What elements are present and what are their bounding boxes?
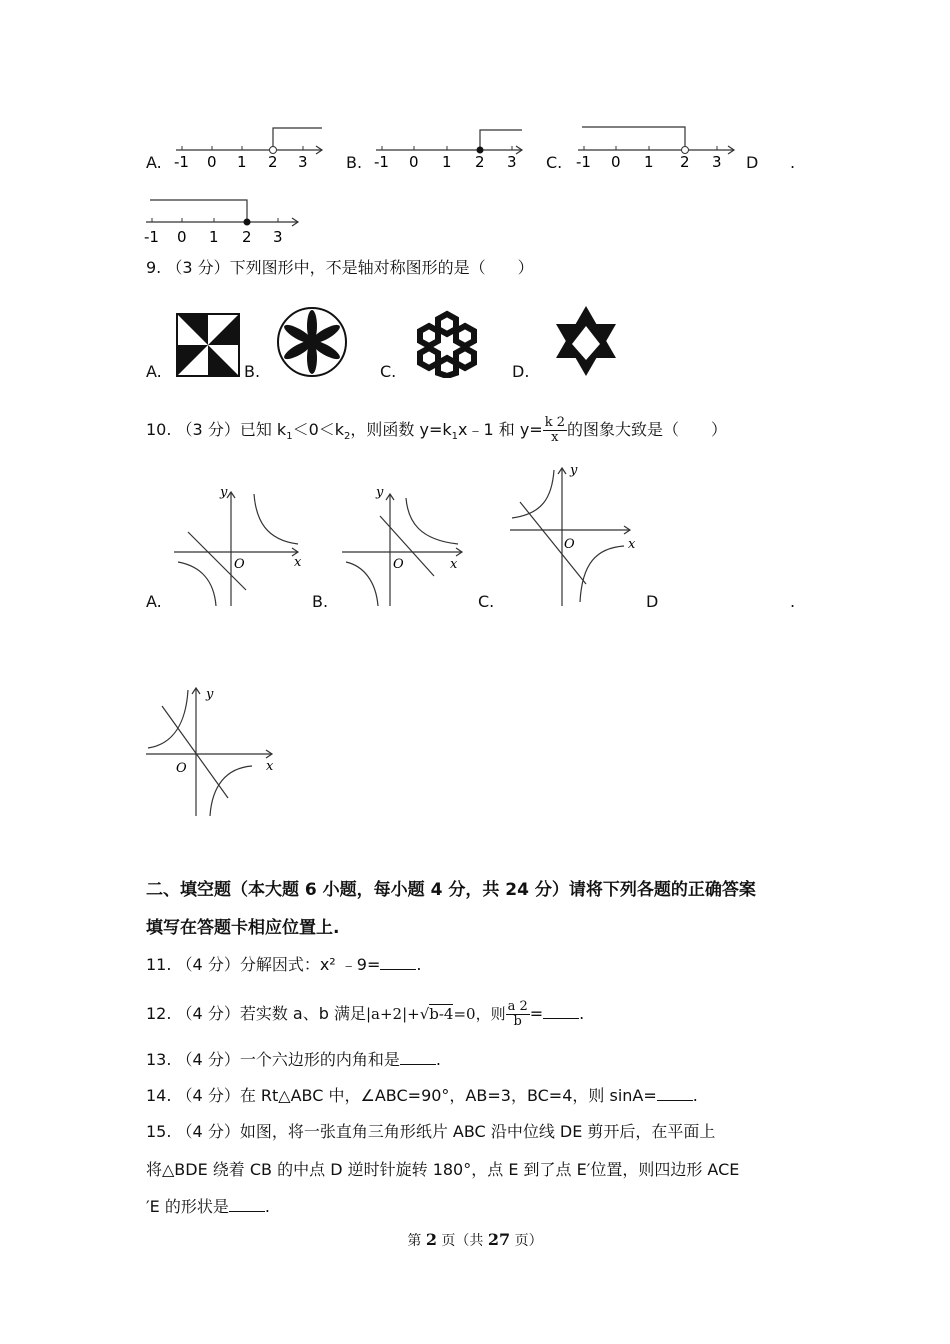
q10-option-d-graph — [142, 682, 286, 818]
q10-subscript: 2 — [344, 431, 351, 443]
q14-number: 14. — [146, 1086, 172, 1105]
svg-text:3: 3 — [298, 153, 308, 171]
q10-option-b-label: B. — [312, 592, 329, 611]
q9-option-b-label: B. — [244, 362, 261, 381]
q9-text: 下列图形中，不是轴对称图形的是（ ） — [229, 258, 534, 277]
q14-text: 在 Rt△ABC 中，∠ABC=90°，AB=3，BC=4，则 sinA= — [239, 1086, 657, 1105]
q13-score: （4 分） — [176, 1050, 240, 1069]
q13-stem — [146, 1050, 441, 1070]
footer-total-pages: 27 — [487, 1230, 511, 1249]
q9-option-d-label: D. — [512, 362, 530, 381]
svg-text:0: 0 — [409, 153, 419, 171]
svg-text:0: 0 — [177, 228, 187, 246]
q10-option-c-graph — [506, 462, 648, 608]
svg-text:y: y — [206, 687, 214, 702]
q10-text-part: 的图象大致是（ ） — [566, 420, 727, 439]
svg-text:3: 3 — [712, 153, 722, 171]
svg-text:1: 1 — [644, 153, 654, 171]
q10-text-part: x﹣1 和 y= — [458, 420, 543, 439]
q12-end: . — [579, 1004, 585, 1023]
q15-text: 如图，将一张直角三角形纸片 ABC 沿中位线 DE 剪开后，在平面上 — [239, 1122, 716, 1141]
q12-text: = — [529, 1004, 544, 1023]
q10-number: 10. — [146, 420, 172, 439]
svg-text:-1: -1 — [144, 228, 159, 246]
q12-sqrt-radicand: b-4 — [429, 1005, 454, 1023]
svg-text:O: O — [176, 761, 187, 776]
q12-stem — [146, 1000, 584, 1029]
q8-option-c-number-line — [574, 122, 744, 174]
q8-option-d-dot: . — [790, 153, 796, 172]
q15-line-1 — [146, 1122, 715, 1142]
q13-number: 13. — [146, 1050, 172, 1069]
page-footer — [0, 1230, 950, 1250]
q8-option-a-number-line — [172, 122, 332, 174]
q10-option-c-label: C. — [478, 592, 495, 611]
q15-line-3 — [146, 1197, 270, 1217]
q13-end: . — [435, 1050, 441, 1069]
svg-text:x: x — [628, 537, 636, 552]
q13-text: 一个六边形的内角和是 — [239, 1050, 400, 1069]
footer-page-number: 2 — [425, 1230, 437, 1249]
q8-option-b-number-line — [372, 122, 532, 174]
q9-option-d-star-of-david-figure — [552, 304, 620, 378]
q11-stem — [146, 955, 421, 975]
footer-text: 页） — [510, 1233, 543, 1249]
q10-fraction-denominator: x — [551, 430, 559, 445]
q10-text-part: ，则函数 y=k — [350, 420, 452, 439]
svg-text:2: 2 — [268, 153, 278, 171]
svg-text:1: 1 — [209, 228, 219, 246]
q10-option-d-label: D — [646, 592, 659, 611]
svg-text:O: O — [234, 557, 245, 572]
q12-fraction-numerator: a 2 — [507, 999, 528, 1014]
q9-option-c-label: C. — [380, 362, 397, 381]
svg-text:3: 3 — [507, 153, 517, 171]
q15-answer-blank[interactable] — [229, 1197, 265, 1212]
svg-text:0: 0 — [207, 153, 217, 171]
q10-option-a-graph — [170, 480, 310, 608]
svg-text:x: x — [450, 557, 458, 572]
q10-score: （3 分） — [176, 420, 240, 439]
q10-fraction-numerator: k 2 — [544, 415, 565, 430]
q8-option-b-label: B. — [346, 153, 363, 172]
q8-option-a-label: A. — [146, 153, 162, 172]
q12-sqrt-sign: √ — [419, 1005, 430, 1023]
svg-text:2: 2 — [680, 153, 690, 171]
q14-score: （4 分） — [176, 1086, 240, 1105]
footer-text: 页（共 — [436, 1233, 488, 1249]
q8-option-d-label: D — [746, 153, 759, 172]
svg-text:2: 2 — [242, 228, 252, 246]
q11-end: . — [416, 955, 422, 974]
q15-number: 15. — [146, 1122, 172, 1141]
svg-text:y: y — [376, 485, 384, 500]
q9-option-a-pinwheel-figure — [176, 313, 240, 377]
q11-number: 11. — [146, 955, 172, 974]
q10-fraction — [543, 416, 567, 445]
q12-fraction — [506, 1000, 530, 1029]
q12-expression: =0，则 — [453, 1005, 506, 1023]
q13-answer-blank[interactable] — [400, 1050, 436, 1065]
q9-score: （3 分） — [166, 258, 230, 277]
q12-expression: |a+2|+ — [365, 1005, 420, 1023]
q15-text: ′E 的形状是 — [146, 1197, 229, 1216]
q11-text: 分解因式：x² ﹣9= — [239, 955, 381, 974]
q15-line-2: 将△BDE 绕着 CB 的中点 D 逆时针旋转 180°，点 E 到了点 E′位置，则四边形 ACE — [146, 1160, 740, 1179]
svg-text:-1: -1 — [576, 153, 591, 171]
svg-text:-1: -1 — [174, 153, 189, 171]
q9-stem — [146, 258, 534, 278]
q9-option-c-hexagon-ring-figure — [410, 310, 484, 378]
svg-text:y: y — [220, 485, 228, 500]
q10-option-d-dot: . — [790, 592, 796, 611]
q10-subscript: 1 — [451, 431, 458, 443]
q12-answer-blank[interactable] — [543, 1004, 579, 1019]
q10-text-part: 已知 k — [239, 420, 287, 439]
svg-text:-1: -1 — [374, 153, 389, 171]
q9-number: 9. — [146, 258, 162, 277]
q14-end: . — [692, 1086, 698, 1105]
q14-answer-blank[interactable] — [657, 1086, 693, 1101]
svg-text:2: 2 — [475, 153, 485, 171]
q11-answer-blank[interactable] — [380, 955, 416, 970]
q12-text: 若实数 a、b 满足 — [239, 1004, 366, 1023]
svg-text:3: 3 — [273, 228, 283, 246]
q12-number: 12. — [146, 1004, 172, 1023]
svg-text:1: 1 — [237, 153, 247, 171]
svg-text:O: O — [564, 537, 575, 552]
svg-text:y: y — [570, 463, 578, 478]
q10-subscript: 1 — [286, 431, 293, 443]
q10-option-b-graph — [338, 482, 468, 608]
q9-option-b-flower-figure — [276, 306, 348, 378]
q10-stem — [146, 416, 727, 447]
q14-stem — [146, 1086, 698, 1106]
q9-option-a-label: A. — [146, 362, 162, 381]
q12-fraction-denominator: b — [513, 1014, 522, 1029]
footer-text: 第 — [407, 1233, 426, 1249]
q11-score: （4 分） — [176, 955, 240, 974]
q15-score: （4 分） — [176, 1122, 240, 1141]
section-2-heading-line-2: 填写在答题卡相应位置上. — [146, 918, 340, 938]
svg-text:0: 0 — [611, 153, 621, 171]
svg-text:1: 1 — [442, 153, 452, 171]
q10-option-a-label: A. — [146, 592, 162, 611]
q12-score: （4 分） — [176, 1004, 240, 1023]
svg-text:O: O — [393, 557, 404, 572]
q15-end: . — [264, 1197, 270, 1216]
section-2-heading-line-1: 二、填空题（本大题 6 小题，每小题 4 分，共 24 分）请将下列各题的正确答案 — [146, 880, 756, 900]
q10-text-part: ＜0＜k — [292, 420, 345, 439]
svg-text:x: x — [294, 555, 302, 570]
svg-text:x: x — [266, 759, 274, 774]
q8-option-c-label: C. — [546, 153, 563, 172]
q8-option-d-number-line — [142, 192, 312, 246]
